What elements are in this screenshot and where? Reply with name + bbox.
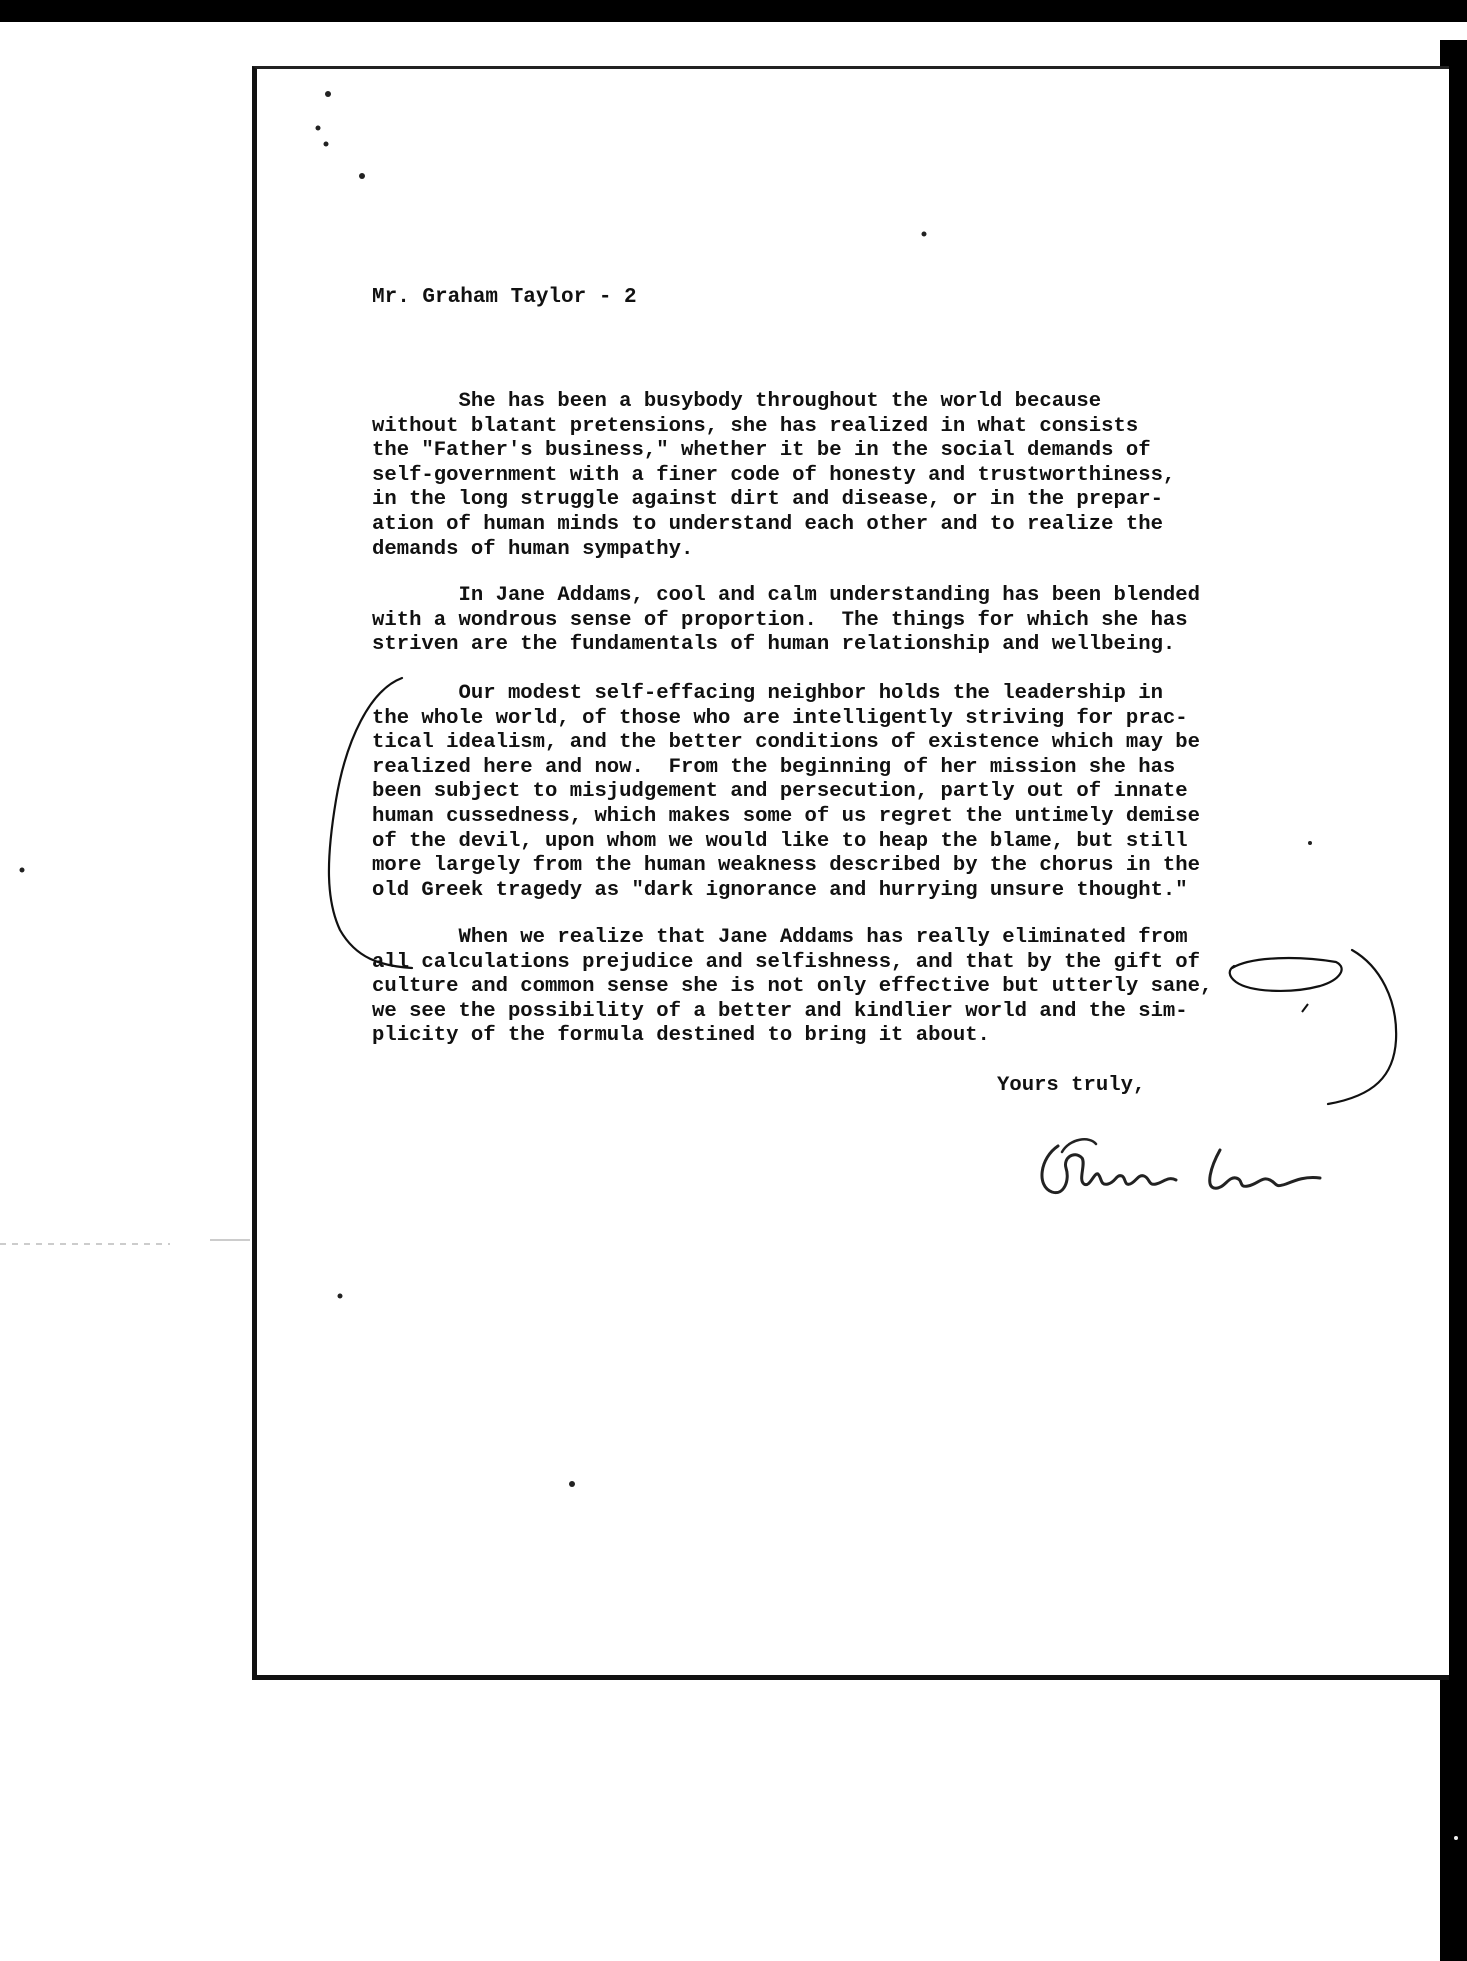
paragraph-4 [372, 926, 1332, 1049]
text-line: self-government with a finer code of honesty and trustworthiness, [372, 463, 1176, 487]
text-line: in the long struggle against dirt and disease, or in the prepar- [372, 488, 1163, 512]
text-line: demands of human sympathy. [372, 537, 694, 561]
text-line: more largely from the human weakness described by the chorus in the [372, 854, 1201, 878]
text-line: striven are the fundamentals of human relationship and wellbeing. [372, 633, 1176, 657]
text-line: we see the possibility of a better and kindlier world and the sim- [372, 999, 1188, 1023]
text-line: the "Father's business," whether it be in the social demands of [372, 439, 1151, 463]
closing-salutation: Yours truly, [997, 1074, 1146, 1097]
text-line: the whole world, of those who are intelligently striving for prac- [372, 706, 1188, 730]
text-line: old Greek tragedy as "dark ignorance and hurrying unsure thought." [372, 878, 1188, 902]
text-line: of the devil, upon whom we would like to heap the blame, but still [372, 829, 1188, 853]
text-line: tical idealism, and the better conditions of existence which may be [372, 731, 1201, 755]
handwritten-signature [1030, 1128, 1330, 1208]
text-line: realized here and now. From the beginning of her mission she has [372, 755, 1176, 779]
paragraph-1 [372, 390, 1332, 562]
text-line: human cussedness, which makes some of us regret the untimely demise [372, 804, 1201, 828]
text-line: been subject to misjudgement and persecution, partly out of innate [372, 780, 1188, 804]
text-line: plicity of the formula destined to bring it about. [372, 1024, 990, 1048]
text-line: culture and common sense she is not only effective but utterly sane, [372, 975, 1213, 999]
text-line: with a wondrous sense of proportion. The things for which she has [372, 608, 1188, 632]
scan-top-border [0, 0, 1467, 22]
paragraph-2 [372, 584, 1332, 658]
text-line: without blatant pretensions, she has realized in what consists [372, 414, 1139, 438]
text-line: ation of human minds to understand each other and to realize the [372, 512, 1163, 536]
letter-heading: Mr. Graham Taylor - 2 [372, 286, 637, 309]
paragraph-3 [372, 682, 1332, 903]
text-line: all calculations prejudice and selfishness, and that by the gift of [372, 950, 1201, 974]
text-line: She has been a busybody throughout the world because [372, 390, 1102, 413]
text-line: In Jane Addams, cool and calm understanding has been blended [372, 584, 1201, 607]
text-line: When we realize that Jane Addams has really eliminated from [372, 926, 1188, 949]
text-line: Our modest self-effacing neighbor holds the leadership in [372, 682, 1163, 705]
